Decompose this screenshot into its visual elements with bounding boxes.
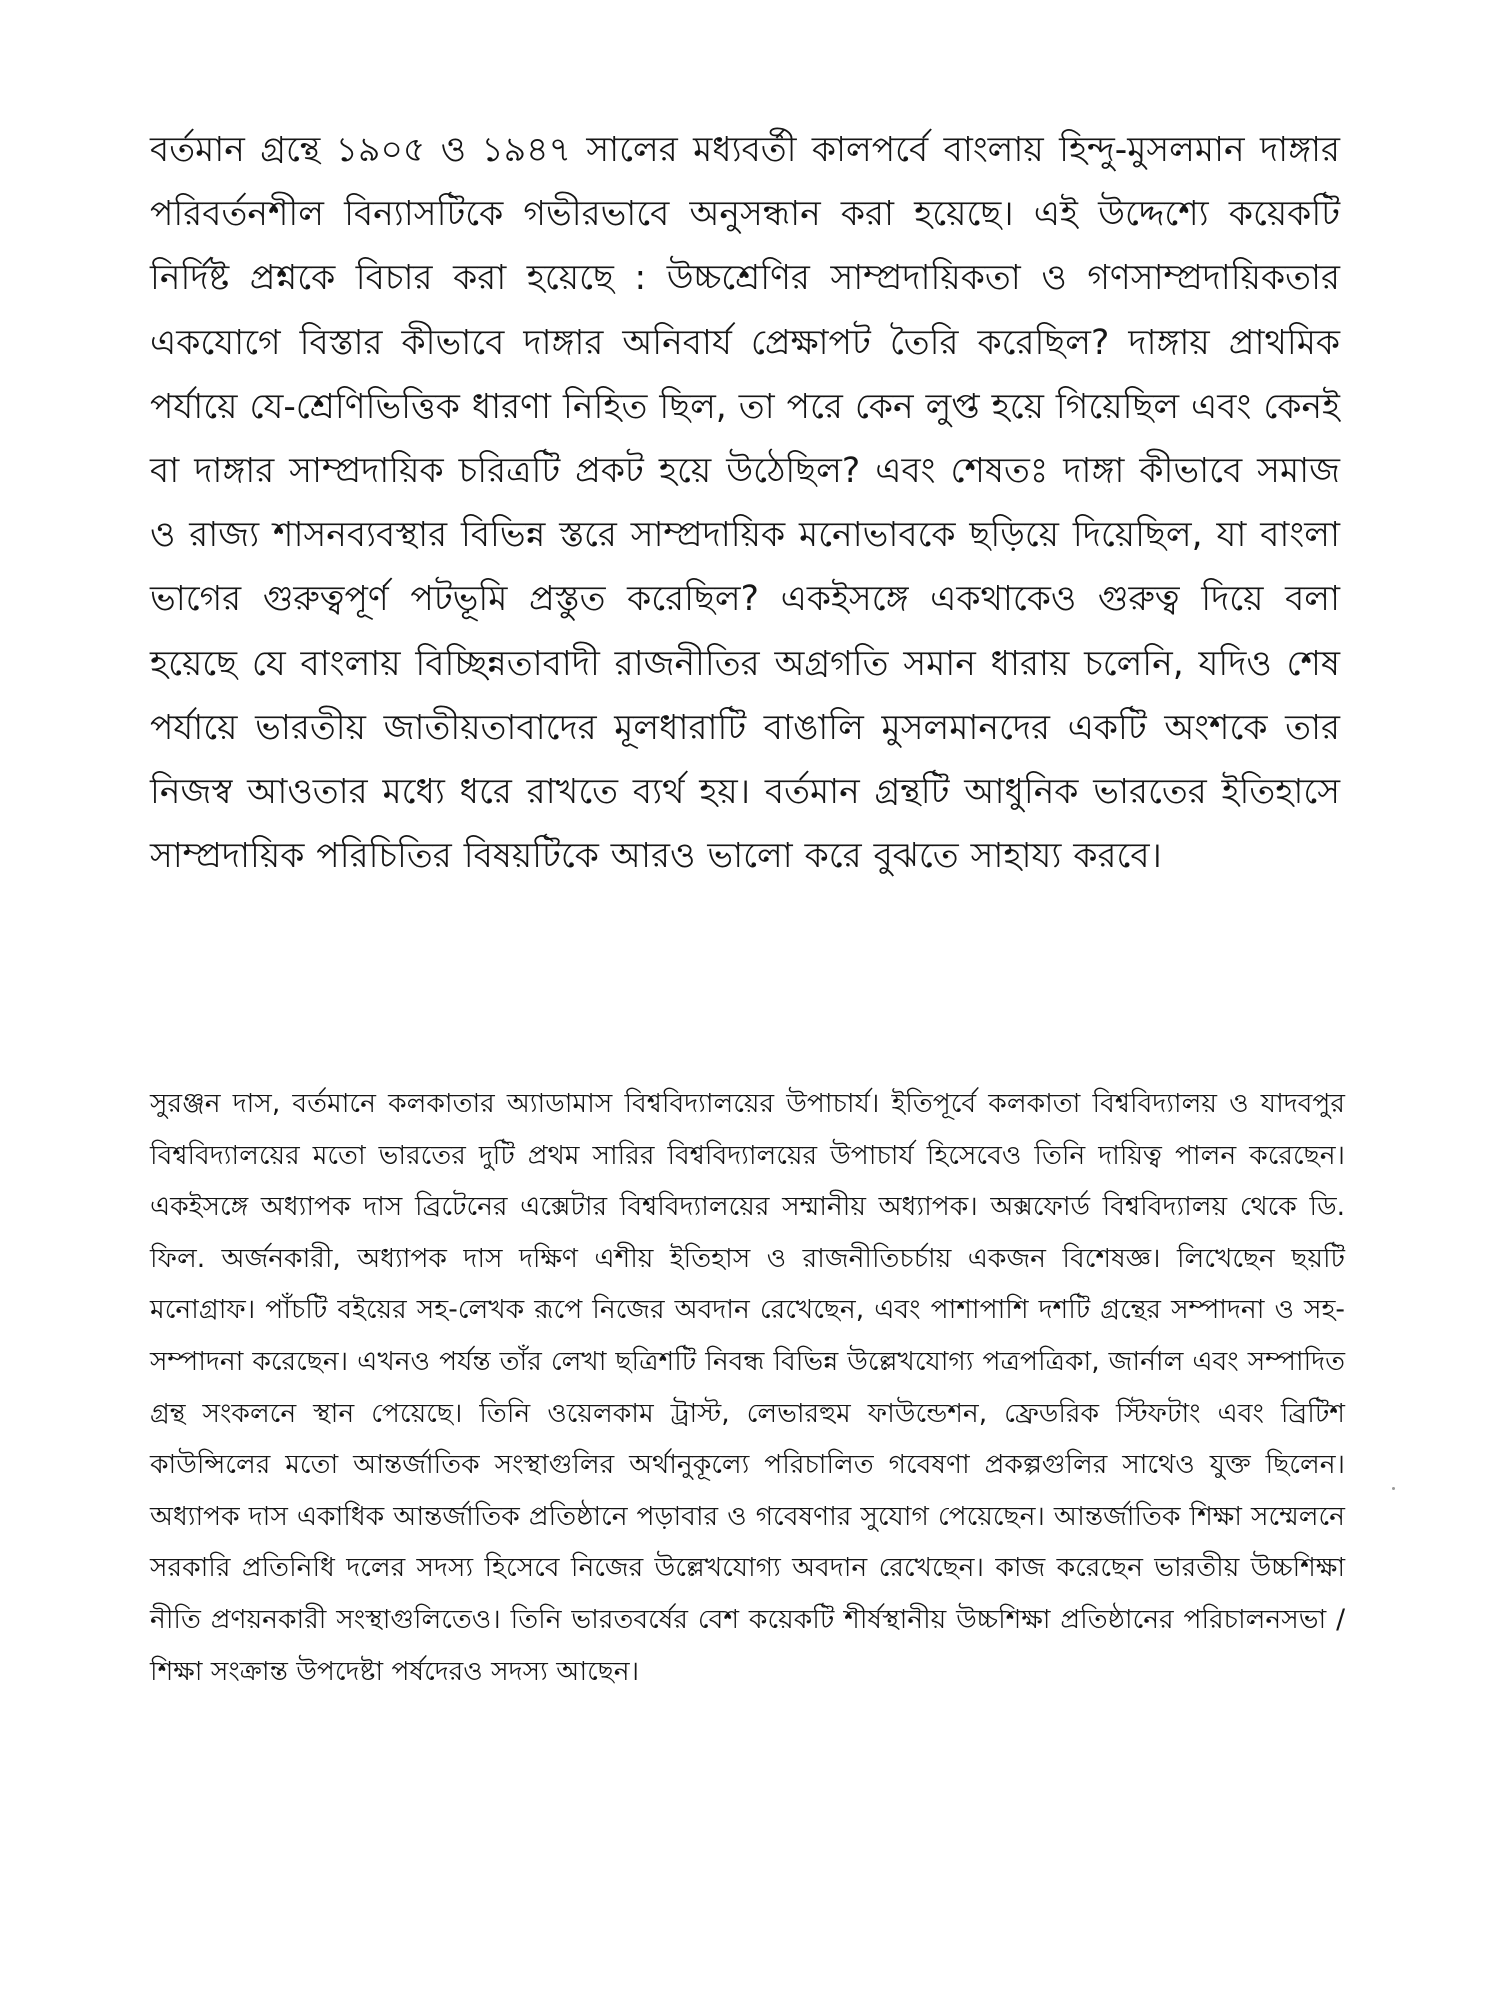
scan-speck: [1392, 1487, 1395, 1490]
author-bio-paragraph: সুরঞ্জন দাস, বর্তমানে কলকাতার অ্যাডামাস বিশ্ববিদ্যালয়ের উপাচার্য। ইতিপূর্বে কলকাতা বিশ্ববিদ্যালয় ও যাদবপুর বিশ্ববিদ্যালয়ের মতো ভারতের দুটি প্রথম সারির বিশ্ববিদ্যালয়ের উপাচার্য হিসেবেও তিনি দায়িত্ব পালন করেছেন। একইসঙ্গে অধ্যাপক দাস ব্রিটেনের এক্সেটার বিশ্ববিদ্যালয়ের সম্মানীয় অধ্যাপক। অক্সফোর্ড বিশ্ববিদ্যালয় থেকে ডি. ফিল. অর্জনকারী, অধ্যাপক দাস দক্ষিণ এশীয় ইতিহাস ও রাজনীতিচর্চায় একজন বিশেষজ্ঞ। লিখেছেন ছয়টি মনোগ্রাফ। পাঁচটি বইয়ের সহ-লেখক রূপে নিজের অবদান রেখেছেন, এবং পাশাপাশি দশটি গ্রন্থের সম্পাদনা ও সহ-সম্পাদনা করেছেন। এখনও পর্যন্ত তাঁর লেখা ছত্রিশটি নিবন্ধ বিভিন্ন উল্লেখযোগ্য পত্রপত্রিকা, জার্নাল এবং সম্পাদিত গ্রন্থ সংকলনে স্থান পেয়েছে। তিনি ওয়েলকাম ট্রাস্ট, লেভারহুম ফাউন্ডেশন, ফ্রেডরিক স্টিফটাং এবং ব্রিটিশ কাউন্সিলের মতো আন্তর্জাতিক সংস্থাগুলির অর্থানুকূল্যে পরিচালিত গবেষণা প্রকল্পগুলির সাথেও যুক্ত ছিলেন। অধ্যাপক দাস একাধিক আন্তর্জাতিক প্রতিষ্ঠানে পড়াবার ও গবেষণার সুযোগ পেয়েছেন। আন্তর্জাতিক শিক্ষা সম্মেলনে সরকারি প্রতিনিধি দলের সদস্য হিসেবে নিজের উল্লেখযোগ্য অবদান রেখেছেন। কাজ করেছেন ভারতীয় উচ্চশিক্ষা নীতি প্রণয়নকারী সংস্থাগুলিতেও। তিনি ভারতবর্ষের বেশ কয়েকটি শীর্ষস্থানীয় উচ্চশিক্ষা প্রতিষ্ঠানের পরিচালনসভা / শিক্ষা সংক্রান্ত উপদেষ্টা পর্ষদেরও সদস্য আছেন।: [150, 1088, 1345, 1687]
book-summary-paragraph: বর্তমান গ্রন্থে ১৯০৫ ও ১৯৪৭ সালের মধ্যবর্তী কালপর্বে বাংলায় হিন্দু-মুসলমান দাঙ্গার পরিবর্তনশীল বিন্যাসটিকে গভীরভাবে অনুসন্ধান করা হয়েছে। এই উদ্দেশ্যে কয়েকটি নির্দিষ্ট প্রশ্নকে বিচার করা হয়েছে : উচ্চশ্রেণির সাম্প্রদায়িকতা ও গণসাম্প্রদায়িকতার একযোগে বিস্তার কীভাবে দাঙ্গার অনিবার্য প্রেক্ষাপট তৈরি করেছিল? দাঙ্গায় প্রাথমিক পর্যায়ে যে-শ্রেণিভিত্তিক ধারণা নিহিত ছিল, তা পরে কেন লুপ্ত হয়ে গিয়েছিল এবং কেনই বা দাঙ্গার সাম্প্রদায়িক চরিত্রটি প্রকট হয়ে উঠেছিল? এবং শেষতঃ দাঙ্গা কীভাবে সমাজ ও রাজ্য শাসনব্যবস্থার বিভিন্ন স্তরে সাম্প্রদায়িক মনোভাবকে ছড়িয়ে দিয়েছিল, যা বাংলা ভাগের গুরুত্বপূর্ণ পটভূমি প্রস্তুত করেছিল? একইসঙ্গে একথাকেও গুরুত্ব দিয়ে বলা হয়েছে যে বাংলায় বিচ্ছিন্নতাবাদী রাজনীতির অগ্রগতি সমান ধারায় চলেনি, যদিও শেষ পর্যায়ে ভারতীয় জাতীয়তাবাদের মূলধারাটি বাঙালি মুসলমানদের একটি অংশকে তার নিজস্ব আওতার মধ্যে ধরে রাখতে ব্যর্থ হয়। বর্তমান গ্রন্থটি আধুনিক ভারতের ইতিহাসে সাম্প্রদায়িক পরিচিতির বিষয়টিকে আরও ভালো করে বুঝতে সাহায্য করবে।: [150, 130, 1340, 877]
